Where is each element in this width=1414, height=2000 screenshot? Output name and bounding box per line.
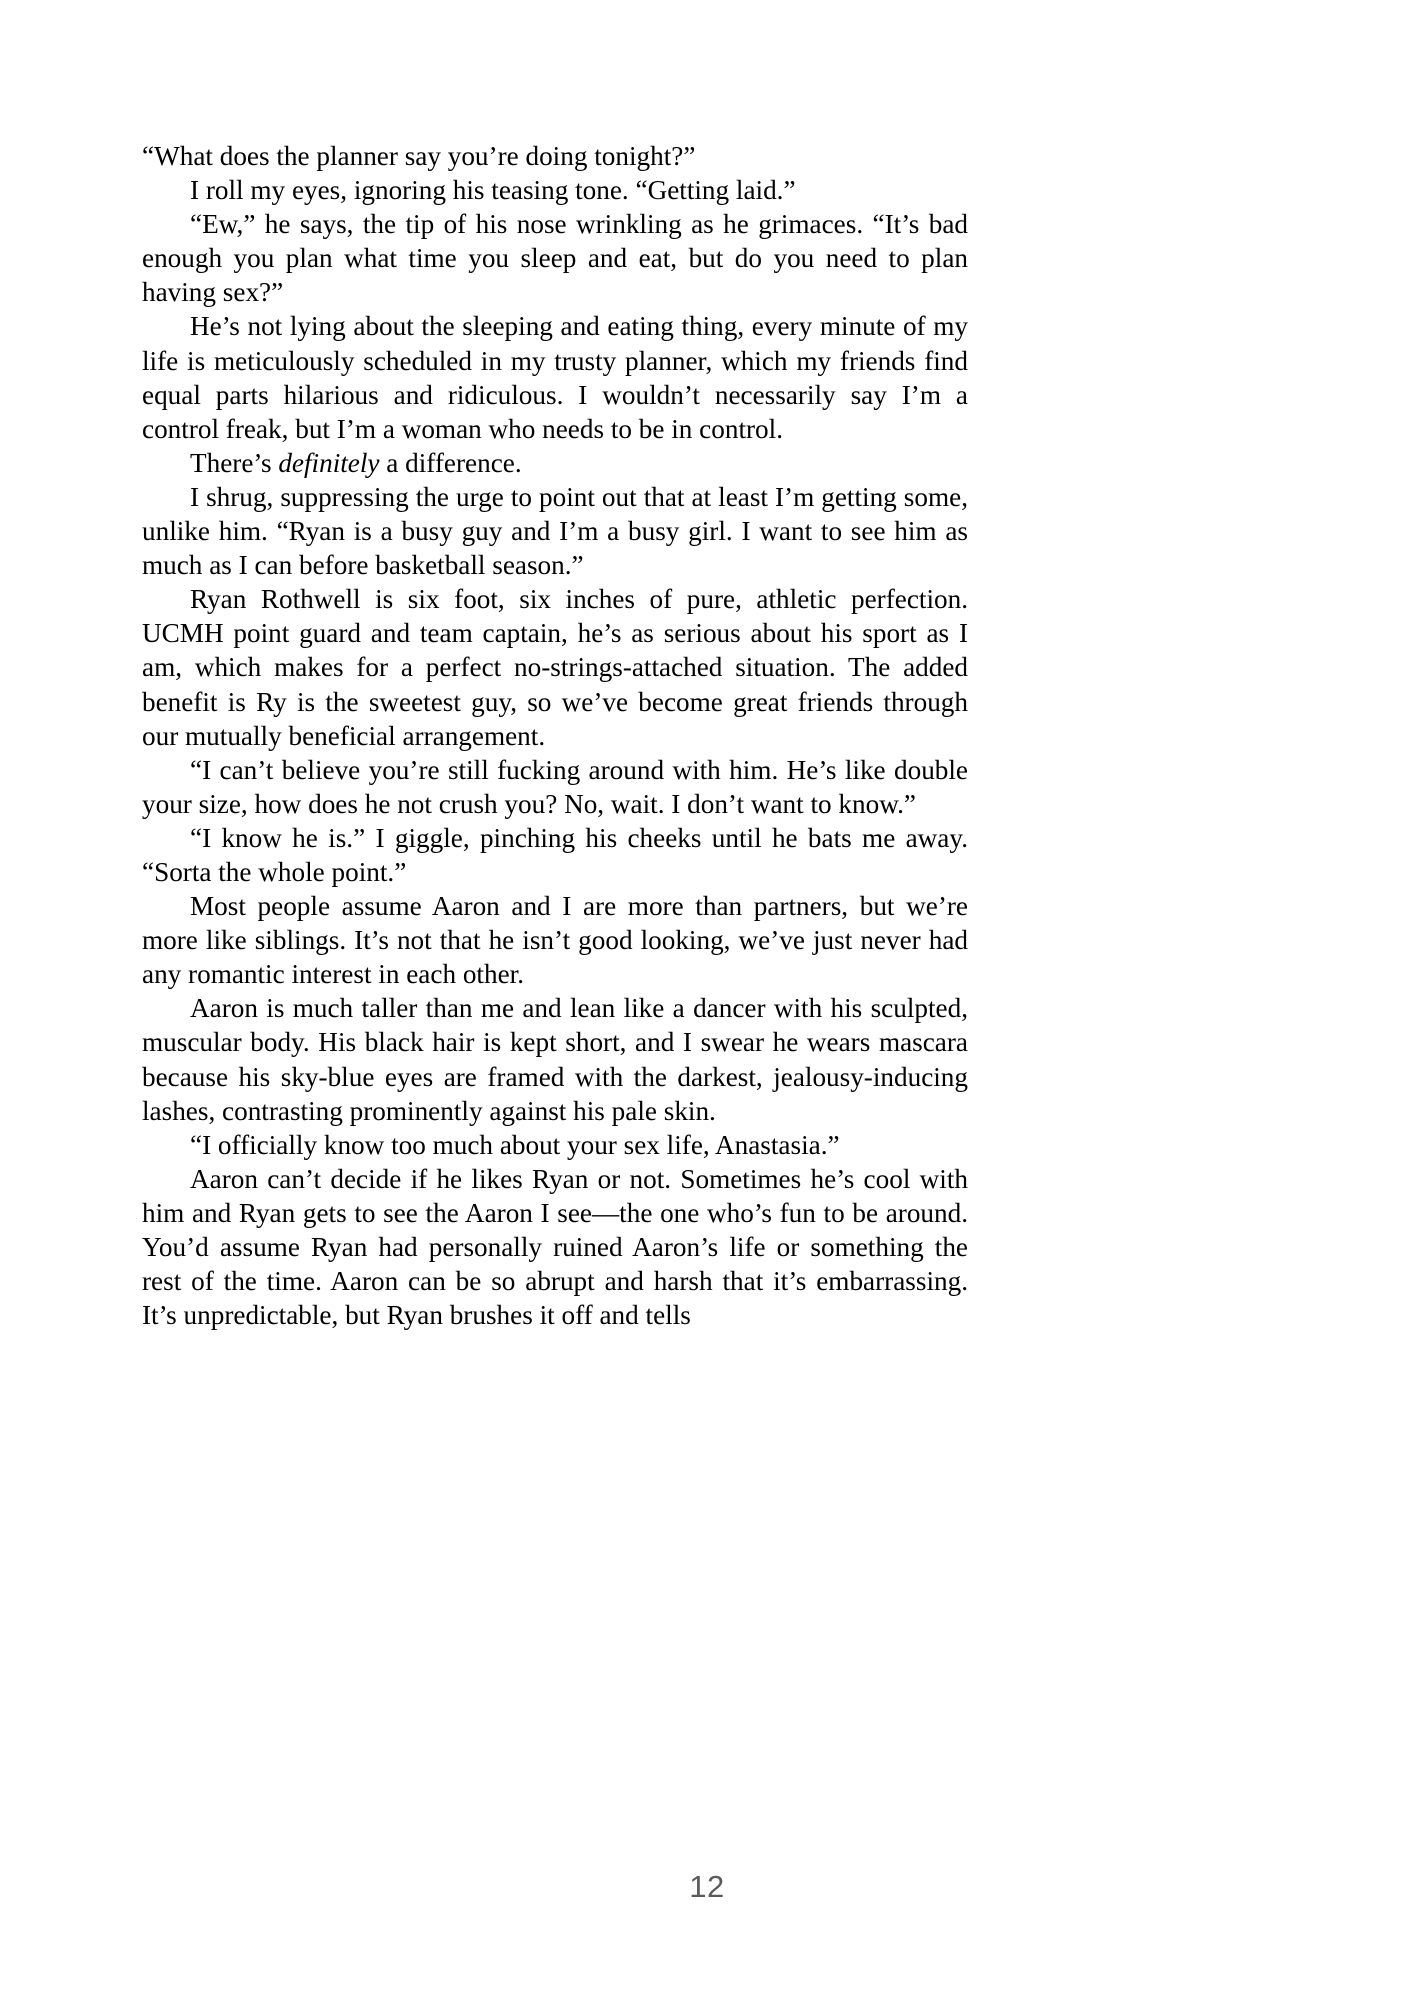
text-run: “What does the planner say you’re doing tonight?”	[142, 141, 696, 171]
paragraph	[142, 446, 968, 480]
paragraph	[142, 309, 968, 445]
text-run: I shrug, suppressing the urge to point out that at least I’m getting some, unlike him. “Ryan is a busy guy and I’m a busy girl. I want to see him as much as I can before basketball season.”	[142, 481, 968, 581]
paragraph	[142, 207, 968, 309]
text-run: a difference.	[379, 447, 522, 478]
paragraph	[142, 173, 968, 207]
paragraph	[142, 582, 968, 752]
text-run: Aaron can’t decide if he likes Ryan or not. Sometimes he’s cool with him and Ryan gets to see the Aaron I see—the one who’s fun to be around. You’d assume Ryan had personally ruined Aaron’s life or something the rest of the time. Aaron can be so abrupt and harsh that it’s embarrassing. It’s unpredictable, but Ryan brushes it off and tells	[142, 1163, 968, 1331]
text-run: There’s	[190, 447, 279, 478]
emphasis-text: definitely	[278, 447, 380, 478]
paragraph	[142, 991, 968, 1127]
text-run: “I can’t believe you’re still fucking around with him. He’s like double your size, how does he not crush you? No, wait. I don’t want to know.”	[142, 754, 968, 819]
text-run: “Ew,” he says, the tip of his nose wrinkling as he grimaces. “It’s bad enough you plan what time you sleep and eat, but do you need to plan having sex?”	[142, 209, 968, 308]
paragraph	[142, 139, 968, 173]
paragraph	[142, 1128, 968, 1162]
paragraph	[142, 753, 968, 821]
text-run: Aaron is much taller than me and lean like a dancer with his sculpted, muscular body. His black hair is kept short, and I swear he wears mascara because his sky-blue eyes are framed with the darkest, jealousy-inducing lashes, contrasting prominently against his pale skin.	[142, 993, 968, 1126]
paragraph	[142, 889, 968, 991]
page-number: 12	[689, 1869, 725, 1904]
text-run: Ryan Rothwell is six foot, six inches of pure, athletic perfection. UCMH point guard and team captain, he’s as serious about his sport as I am, which makes for a perfect no-strings-attached situation. The added benefit is Ry is the sweetest guy, so we’ve become great friends through our mutually beneficial arrangement.	[142, 584, 968, 751]
text-run: “I officially know too much about your sex life, Anastasia.”	[190, 1129, 840, 1160]
text-run: I roll my eyes, ignoring his teasing tone. “Getting laid.”	[190, 175, 796, 206]
text-run: He’s not lying about the sleeping and eating thing, every minute of my life is meticulously scheduled in my trusty planner, which my friends find equal parts hilarious and ridiculous. I wouldn’t necessarily say I’m a control freak, but I’m a woman who needs to be in control.	[142, 311, 968, 444]
paragraph	[142, 821, 968, 889]
page-text-body	[142, 139, 968, 1332]
paragraph	[142, 1162, 968, 1332]
paragraph	[142, 480, 968, 582]
text-run: “I know he is.” I giggle, pinching his cheeks until he bats me away. “Sorta the whole point.”	[142, 822, 968, 887]
text-run: Most people assume Aaron and I are more than partners, but we’re more like siblings. It’s not that he isn’t good looking, we’ve just never had any romantic interest in each other.	[142, 891, 968, 990]
